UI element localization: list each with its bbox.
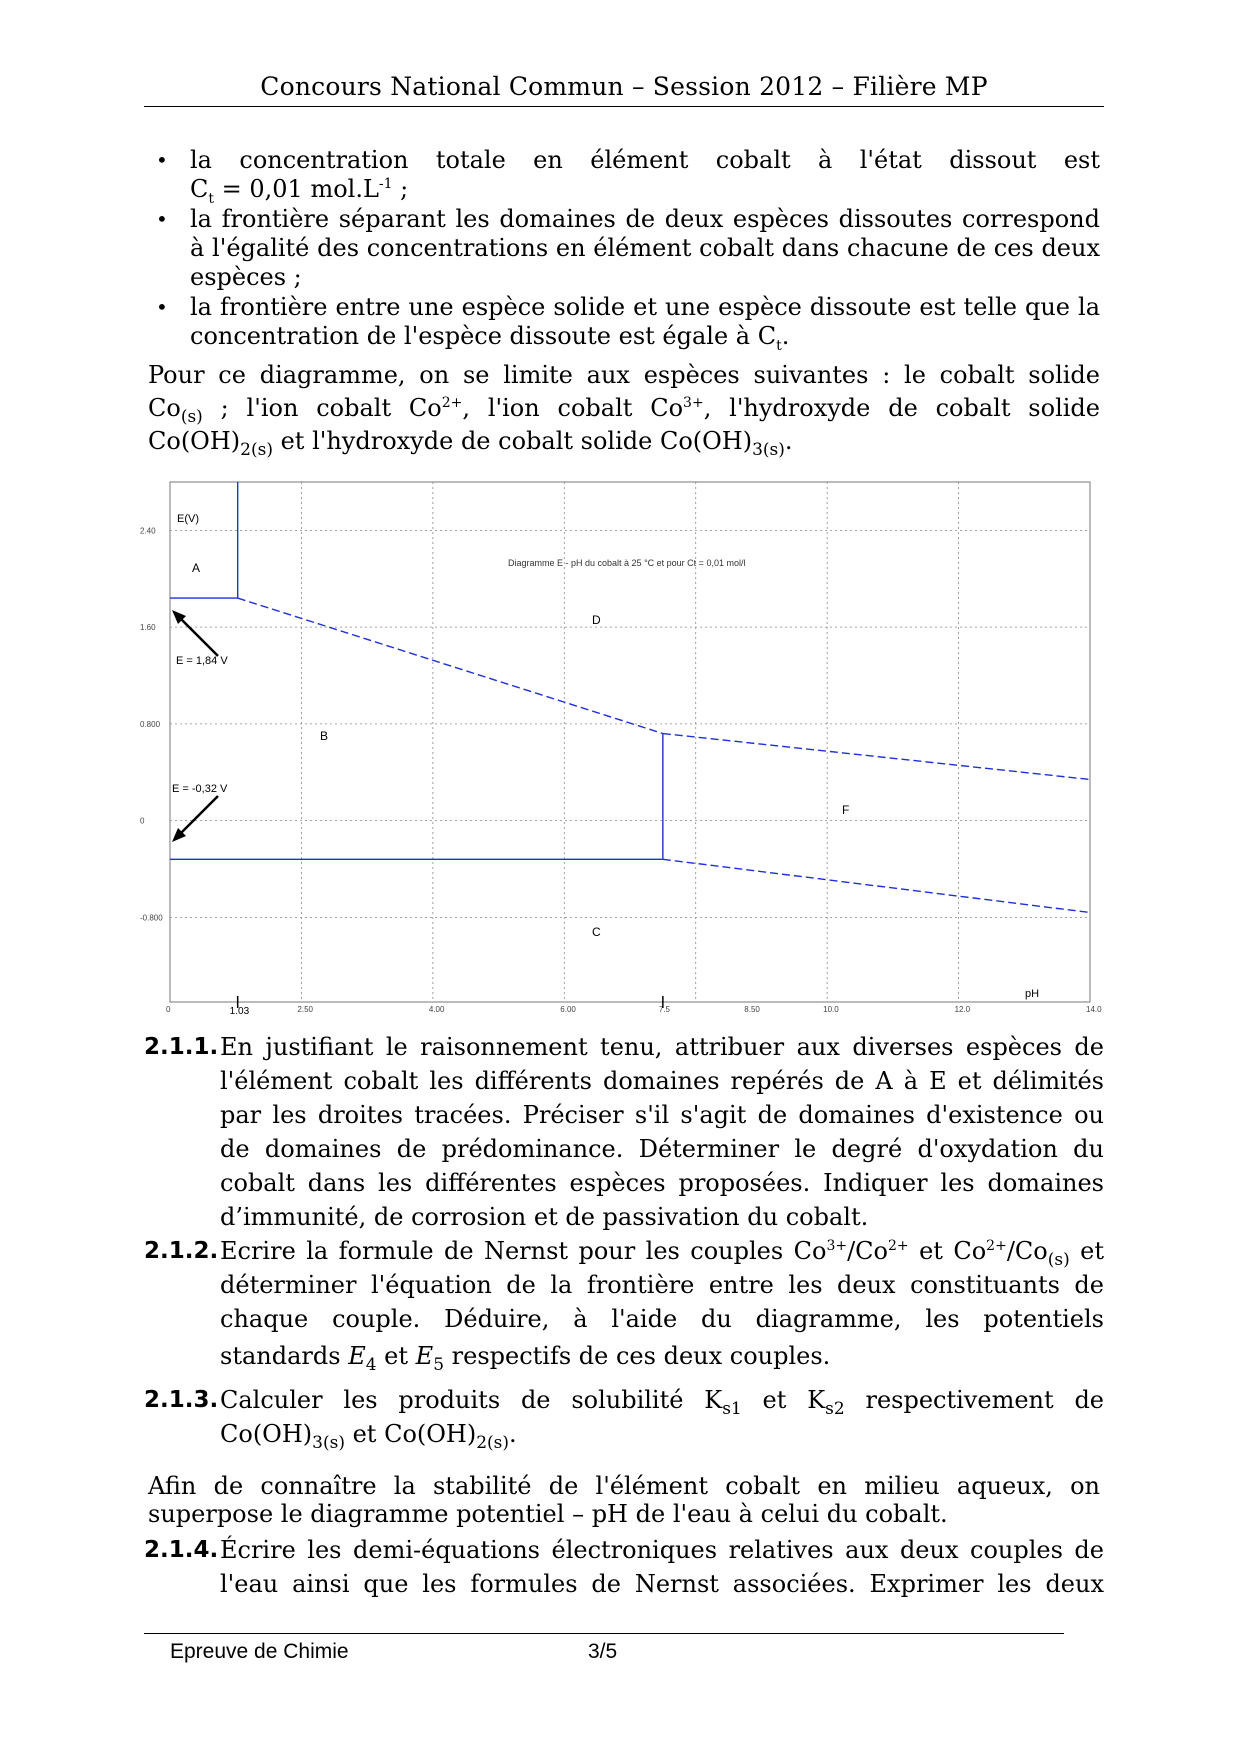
bullet-1-line-2 — [190, 175, 409, 207]
intro-end: . — [784, 427, 793, 455]
q213-b: et K — [741, 1386, 826, 1414]
q213-line-1 — [220, 1383, 1104, 1417]
question-number: 2.1.2. — [144, 1238, 219, 1264]
special-tick-label: 1.03 — [229, 1006, 250, 1017]
intro-co: Co — [148, 394, 181, 422]
x-tick-label: 2.50 — [297, 1005, 314, 1014]
question-2-1-2 — [144, 1234, 1104, 1373]
x-tick-label: 7.5 — [658, 1005, 670, 1014]
annotation-e-low: E = -0,32 V — [172, 783, 228, 795]
intro-line-3 — [148, 425, 1100, 458]
intro-coh3: et l'hydroxyde de cobalt solide Co(OH) — [272, 427, 753, 455]
y-tick-label: 0 — [140, 816, 145, 826]
ks2-sub: s2 — [825, 1398, 845, 1419]
q213-line-2 — [220, 1417, 1104, 1451]
q212-c: et Co — [908, 1237, 987, 1265]
q211-line-5: cobalt dans les différentes espèces proposées. Indiquer les domaines — [220, 1169, 1104, 1197]
domain-label-b: B — [320, 729, 329, 743]
q212-line-2: déterminer l'équation de la frontière entre les deux constituants de — [220, 1271, 1104, 1299]
intro-line-2 — [148, 392, 1100, 425]
chart-title: Diagramme E - pH du cobalt à 25 °C et pour Ct = 0,01 mol/l — [508, 558, 746, 568]
domain-label-d: D — [592, 613, 601, 627]
x-tick-label: 6.00 — [560, 1005, 576, 1014]
q212-c-sup: 2+ — [986, 1238, 1007, 1254]
ks1-sub: s1 — [722, 1398, 742, 1419]
q211-line-2: l'élément cobalt les différents domaines repérés de A à E et délimités — [220, 1067, 1104, 1095]
q212-e: et — [1069, 1237, 1104, 1265]
q214-line-2: l'eau ainsi que les formules de Nernst associées. Exprimer les deux — [220, 1570, 1104, 1598]
header-rule — [144, 106, 1104, 107]
b3-end: . — [781, 322, 790, 350]
q212-a-sup: 3+ — [826, 1238, 848, 1254]
question-body — [220, 1383, 1104, 1451]
conditions-list — [148, 146, 1100, 352]
y-axis-label: E(V) — [177, 513, 199, 525]
ct-sub: t — [208, 190, 215, 207]
q212-d: /Co — [1006, 1237, 1048, 1265]
page-number: 3/5 — [588, 1640, 618, 1663]
bullet-concentration — [148, 146, 1100, 207]
intro-co2: ; l'ion cobalt Co — [202, 394, 442, 422]
q213-coh3: Co(OH) — [220, 1420, 313, 1448]
y-tick-label: 0.800 — [140, 719, 161, 729]
q212-line-4 — [220, 1339, 1104, 1373]
q211-line-6: d’immunité, de corrosion et de passivation du cobalt. — [220, 1203, 869, 1231]
q213-a: Calculer les produits de solubilité K — [220, 1386, 723, 1414]
para2-line-1: Afin de connaître la stabilité de l'élément cobalt en milieu aqueux, on — [148, 1472, 1100, 1500]
b3-text: la frontière entre une espèce solide et une espèce dissoute est telle que la concentration de l'espèce dissoute est égale à C — [190, 293, 1100, 350]
q211-line-4: de domaines de prédominance. Déterminer le degré d'oxydation du — [220, 1135, 1104, 1163]
bullet-frontier-solid — [148, 293, 1100, 354]
domain-label-f: F — [842, 803, 850, 817]
q212-d-sub: (s) — [1047, 1249, 1070, 1270]
annotation-e-high: E = 1,84 V — [176, 655, 228, 667]
y-tick-label: 2.40 — [140, 526, 156, 536]
q211-line-3: par les droites tracées. Préciser s'il s'agit de domaines d'existence ou — [220, 1101, 1104, 1129]
e-ph-diagram — [140, 466, 1102, 1017]
para2-line-2: superpose le diagramme potentiel – pH de l'eau à celui du cobalt. — [148, 1500, 948, 1528]
ct-end: ; — [392, 175, 409, 203]
question-number: 2.1.1. — [144, 1034, 219, 1060]
intro-paragraph — [148, 359, 1100, 458]
question-body — [220, 1234, 1104, 1373]
q213-end: . — [509, 1420, 517, 1448]
x-tick-label: 4.00 — [428, 1005, 445, 1014]
ct-value: = 0,01 mol.L — [214, 175, 379, 203]
bullet-frontier-dissolved: • la frontière séparant les domaines de deux espèces dissoutes correspond à l'égalité des concentrations en élément cobalt dans chacune de ces deux espèces ; — [148, 205, 1100, 292]
intro-coh2-sub: 2(s) — [240, 439, 273, 460]
q212-b: /Co — [847, 1237, 888, 1265]
x-tick-label: 8.50 — [744, 1005, 760, 1014]
page-header: Concours National Commun – Session 2012 – Filière MP — [260, 72, 988, 101]
x-tick-label: 12.0 — [954, 1005, 971, 1014]
q213-coh2: et Co(OH) — [344, 1420, 477, 1448]
domain-label-c: C — [592, 925, 601, 939]
x-axis-label: pH — [1025, 988, 1040, 1000]
question-2-1-4 — [144, 1533, 1104, 1601]
q212-line-1 — [220, 1234, 1104, 1268]
e5-sub: 5 — [433, 1354, 445, 1375]
intro-co3: , l'ion cobalt Co — [462, 394, 684, 422]
intro-co2-sup: 2+ — [441, 395, 463, 411]
question-2-1-3 — [144, 1383, 1104, 1451]
q213-c: respectivement de — [844, 1386, 1105, 1414]
q212-a: Ecrire la formule de Nernst pour les couples Co — [220, 1237, 827, 1265]
e4-symbol: E — [348, 1342, 366, 1370]
q212-end: respectifs de ces deux couples. — [444, 1342, 831, 1370]
q213-coh3-sub: 3(s) — [312, 1432, 345, 1453]
q212-line-3: chaque couple. Déduire, à l'aide du diagramme, les potentiels — [220, 1305, 1104, 1333]
domain-label-a: A — [192, 561, 201, 575]
q211-line-1: En justifiant le raisonnement tenu, attribuer aux diverses espèces de — [220, 1033, 1104, 1061]
q212-b-sup: 2+ — [888, 1238, 909, 1254]
x-tick-label: 14.0 — [1086, 1005, 1102, 1014]
intro-hydroxide: , l'hydroxyde de cobalt solide — [703, 394, 1100, 422]
y-tick-label: 1.60 — [140, 623, 156, 633]
question-body — [220, 1030, 1104, 1234]
q212-and: et — [376, 1342, 416, 1370]
intro-co3-sup: 3+ — [683, 395, 704, 411]
footer-title: Epreuve de Chimie — [170, 1640, 349, 1663]
b3-sub: t — [776, 337, 782, 354]
question-2-1-1 — [144, 1030, 1104, 1234]
intro-coh2: Co(OH) — [148, 427, 241, 455]
q212-standards: standards — [220, 1342, 349, 1370]
intro-co-sub: (s) — [180, 406, 203, 427]
x-tick-label: 0 — [166, 1005, 171, 1014]
intro-coh3-sub: 3(s) — [752, 439, 785, 460]
q213-coh2-sub: 2(s) — [476, 1432, 510, 1453]
water-paragraph — [148, 1472, 1100, 1528]
e5-symbol: E — [415, 1342, 434, 1370]
y-tick-label: -0.800 — [140, 913, 163, 923]
ct-unit-exp: -1 — [378, 176, 393, 192]
x-tick-label: 10.0 — [823, 1005, 839, 1014]
question-number: 2.1.4. — [144, 1537, 219, 1563]
ct-symbol: C — [190, 175, 209, 203]
footer-rule — [144, 1633, 1064, 1634]
question-number: 2.1.3. — [144, 1387, 219, 1413]
intro-line-1: Pour ce diagramme, on se limite aux espèces suivantes : le cobalt solide — [148, 361, 1100, 389]
e4-sub: 4 — [365, 1354, 377, 1375]
q214-line-1: Écrire les demi-équations électroniques relatives aux deux couples de — [220, 1536, 1104, 1564]
bullet-1-line-1: • la concentration totale en élément cobalt à l'état dissout est — [190, 146, 1100, 174]
question-body — [220, 1533, 1104, 1601]
